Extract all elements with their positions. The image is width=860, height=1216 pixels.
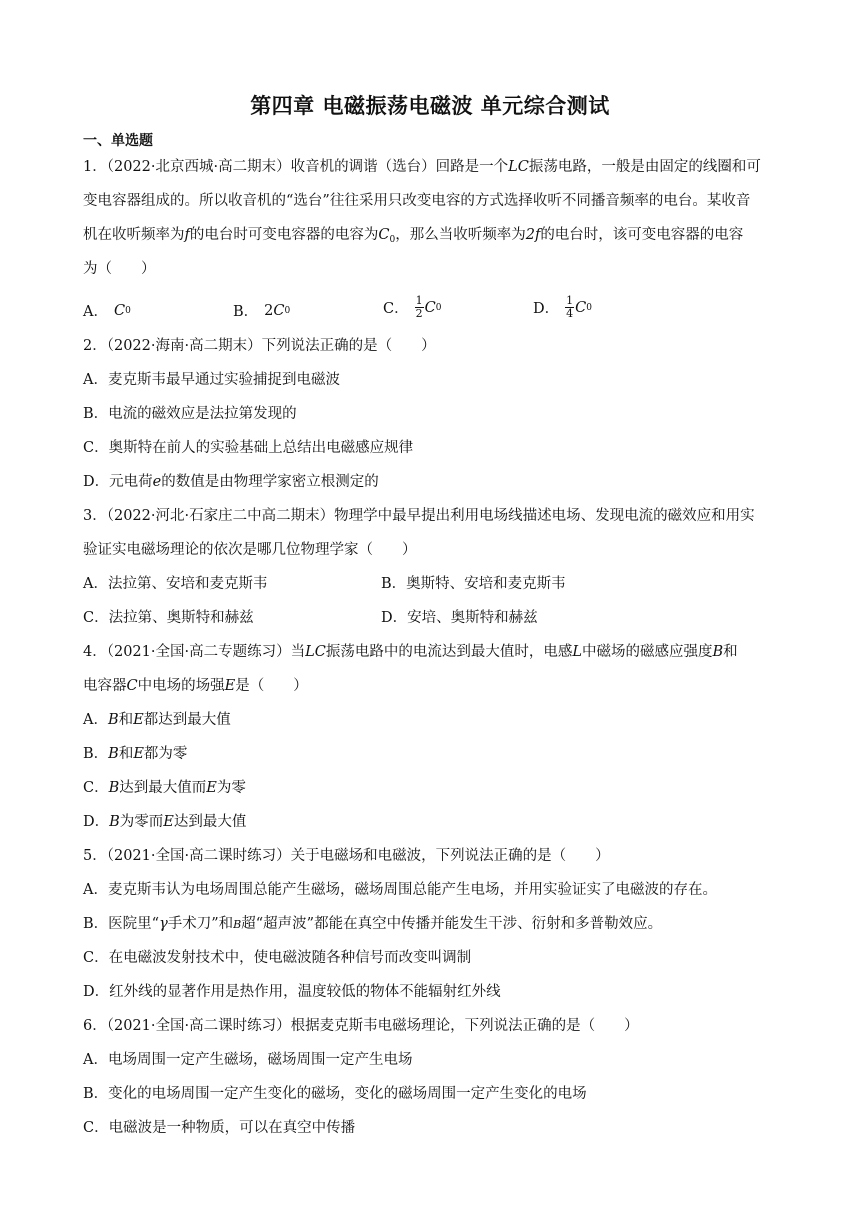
q2-option-a[interactable]: A．麦克斯韦最早通过实验捕捉到电磁波 xyxy=(83,372,340,388)
q3-option-d[interactable]: D．安培、奥斯特和赫兹 xyxy=(381,610,538,626)
q6-option-b[interactable]: B．变化的电场周围一定产生变化的磁场，变化的磁场周围一定产生变化的电场 xyxy=(83,1086,587,1102)
q1-line-1: 1．（2022·北京西城·高二期末）收音机的调谐（选台）回路是一个LC振荡电路，一般是由固定的线圈和可 xyxy=(83,159,761,175)
q4-option-a[interactable]: A．B和E都达到最大值 xyxy=(83,712,231,728)
q3-line-1: 3．（2022·河北·石家庄二中高二期末）物理学中最早提出利用电场线描述电场、发现电流的磁效应和用实 xyxy=(83,508,755,524)
q2-option-d[interactable]: D．元电荷e的数值是由物理学家密立根测定的 xyxy=(83,474,379,490)
q1-line-4: 为（ ） xyxy=(83,261,156,277)
q1-line-3: 机在收听频率为f的电台时可变电容器的电容为$C_0$，那么当收听频率为2f的电台时，该可变电容器的电容 xyxy=(83,227,744,245)
q4-option-c[interactable]: C．B达到最大值而E为零 xyxy=(83,780,246,796)
page-title: 第四章 电磁振荡电磁波 单元综合测试 xyxy=(250,94,610,118)
q5-stem: 5．（2021·全国·高二课时练习）关于电磁场和电磁波，下列说法正确的是（ ） xyxy=(83,848,610,864)
q4-option-b[interactable]: B．B和E都为零 xyxy=(83,746,188,762)
q4-line-2: 电容器C中电场的场强E是（ ） xyxy=(83,678,308,694)
q5-option-c[interactable]: C．在电磁波发射技术中，使电磁波随各种信号而改变叫调制 xyxy=(83,950,472,966)
q5-option-d[interactable]: D．红外线的显著作用是热作用，温度较低的物体不能辐射红外线 xyxy=(83,984,501,1000)
q6-option-c[interactable]: C．电磁波是一种物质，可以在真空中传播 xyxy=(83,1120,356,1136)
q6-stem: 6．（2021·全国·高二课时练习）根据麦克斯韦电磁场理论，下列说法正确的是（ ） xyxy=(83,1018,639,1034)
q4-line-1: 4．（2021·全国·高二专题练习）当LC振荡电路中的电流达到最大值时，电感L中磁场的磁感应强度B和 xyxy=(83,644,738,660)
fraction-one-quarter: $\frac{1}{4}$ xyxy=(566,294,574,320)
q2-option-b[interactable]: B．电流的磁效应是法拉第发现的 xyxy=(83,406,297,422)
q1-line-2: 变电容器组成的。所以收音机的“选台”往往采用只改变电容的方式选择收听不同播音频率的电台。某收音 xyxy=(83,193,751,209)
q4-option-d[interactable]: D．B为零而E达到最大值 xyxy=(83,814,247,830)
q5-option-b[interactable]: B．医院里“γ手术刀”和B超“超声波”都能在真空中传播并能发生干涉、衍射和多普勒效应。 xyxy=(83,916,663,932)
q1-options xyxy=(83,294,783,323)
fraction-one-half: $\frac{1}{2}$ xyxy=(415,294,423,320)
q5-option-a[interactable]: A．麦克斯韦认为电场周围总能产生磁场，磁场周围总能产生电场，并用实验证实了电磁波的存在。 xyxy=(83,882,717,898)
q2-option-c[interactable]: C．奥斯特在前人的实验基础上总结出电磁感应规律 xyxy=(83,440,414,456)
q3-option-b[interactable]: B．奥斯特、安培和麦克斯韦 xyxy=(381,576,566,592)
section-heading: 一、单选题 xyxy=(83,133,153,149)
q1-option-a[interactable]: A． C 0 xyxy=(83,302,131,320)
q2-stem: 2．（2022·海南·高二期末）下列说法正确的是（ ） xyxy=(83,338,436,354)
q3-option-c[interactable]: C．法拉第、奥斯特和赫兹 xyxy=(83,610,254,626)
q1-option-c[interactable]: C． $\frac{1}{2}$ C 0 xyxy=(383,294,442,320)
q1-option-d[interactable]: D． $\frac{1}{4}$ C 0 xyxy=(533,294,592,320)
q3-line-2: 验证实电磁场理论的依次是哪几位物理学家（ ） xyxy=(83,542,417,558)
q6-option-a[interactable]: A．电场周围一定产生磁场，磁场周围一定产生电场 xyxy=(83,1052,413,1068)
q1-option-b[interactable]: B． 2 C 0 xyxy=(233,302,291,320)
q3-option-a[interactable]: A．法拉第、安培和麦克斯韦 xyxy=(83,576,268,592)
